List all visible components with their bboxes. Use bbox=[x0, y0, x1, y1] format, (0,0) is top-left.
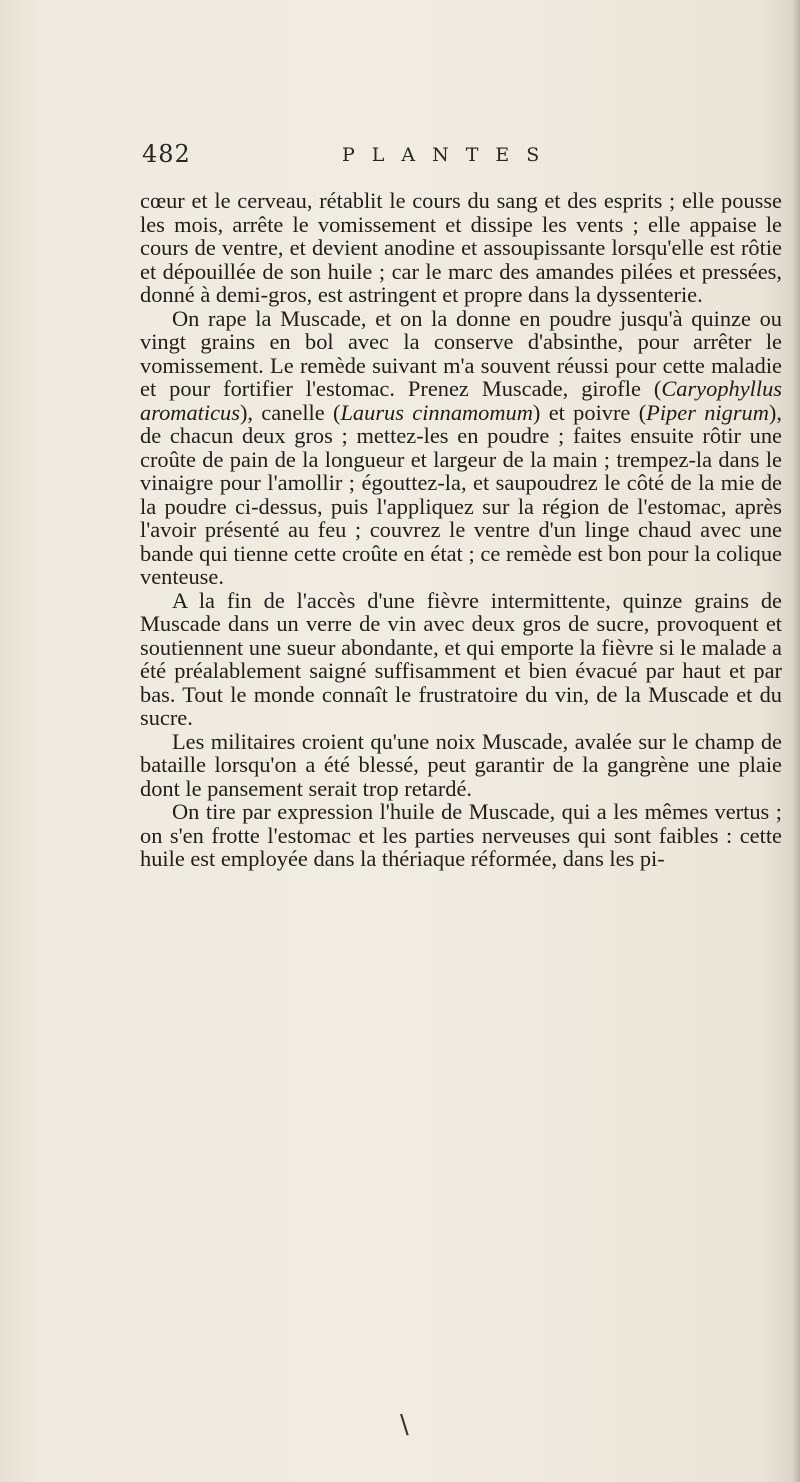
page-number: 482 bbox=[142, 140, 191, 168]
latin-name: Piper nigrum bbox=[646, 399, 769, 425]
text-run: On tire par expression l'huile de Muscade, qui a les mêmes vertus ; on s'en frotte l'estomac et les parties nerveuses qui sont faibles : cette huile est employée dans la thériaque réformée, dans les pi- bbox=[140, 799, 782, 871]
latin-name: Caryophyllus aromaticus bbox=[140, 376, 782, 425]
paragraph bbox=[140, 307, 782, 589]
text-run: ), de chacun deux gros ; mettez-les en poudre ; faites ensuite rôtir une croûte de pain de la longueur et largeur de la main ; trempez-la dans le vinaigre pour l'amollir ; égouttez-la, et saupoudrez le côté de la mie de la poudre ci-dessus, puis l'appliquez sur la région de l'estomac, après l'avoir présenté au feu ; couvrez le ventre d'un linge chaud avec une bande qui tienne cette croûte en état ; ce remède est bon pour la colique venteuse. bbox=[140, 399, 782, 589]
paragraph bbox=[140, 730, 782, 801]
text-run: ) et poivre ( bbox=[532, 399, 647, 425]
page-edge-shadow bbox=[792, 0, 800, 1482]
paragraph bbox=[140, 589, 782, 730]
latin-name: Laurus cinnamomum bbox=[340, 399, 533, 425]
paragraph bbox=[140, 800, 782, 871]
text-run: ), canelle ( bbox=[239, 399, 341, 425]
text-run: Les militaires croient qu'une noix Muscade, avalée sur le champ de bataille lorsqu'on a été blessé, peut garantir de la gangrène une plaie dont le pansement serait trop retardé. bbox=[140, 728, 782, 801]
text-run: A la fin de l'accès d'une fièvre intermittente, quinze grains de Muscade dans un verre de vin avec deux gros de sucre, provoquent et soutiennent une sueur abondante, et qui emporte la fièvre si le malade a été préalablement saigné suffisamment et bien évacué par haut et par bas. Tout le monde connaît le frustratoire du vin, de la Muscade et du sucre. bbox=[140, 587, 782, 730]
paragraph bbox=[140, 189, 782, 307]
page-header bbox=[140, 140, 780, 180]
text-run: cœur et le cerveau, rétablit le cours du sang et des esprits ; elle pousse les mois, arrête le vomissement et dissipe les vents ; elle appaise le cours de ventre, et devient anodine et assoupissante lorsqu'elle est rôtie et dépouillée de son huile ; car le marc des amandes pilées et pressées, donné à demi-gros, est astringent et propre dans la dyssenterie. bbox=[140, 188, 782, 307]
margin-mark: \ bbox=[400, 1410, 409, 1440]
body-text bbox=[140, 189, 782, 871]
running-title: PLANTES bbox=[342, 144, 557, 166]
text-run: On rape la Muscade, et on la donne en poudre jusqu'à quinze ou vingt grains en bol avec la conserve d'absinthe, pour arrêter le vomissement. Le remède suivant m'a souvent réussi pour cette maladie et pour fortifier l'estomac. Prenez Muscade, girofle ( bbox=[140, 305, 782, 401]
